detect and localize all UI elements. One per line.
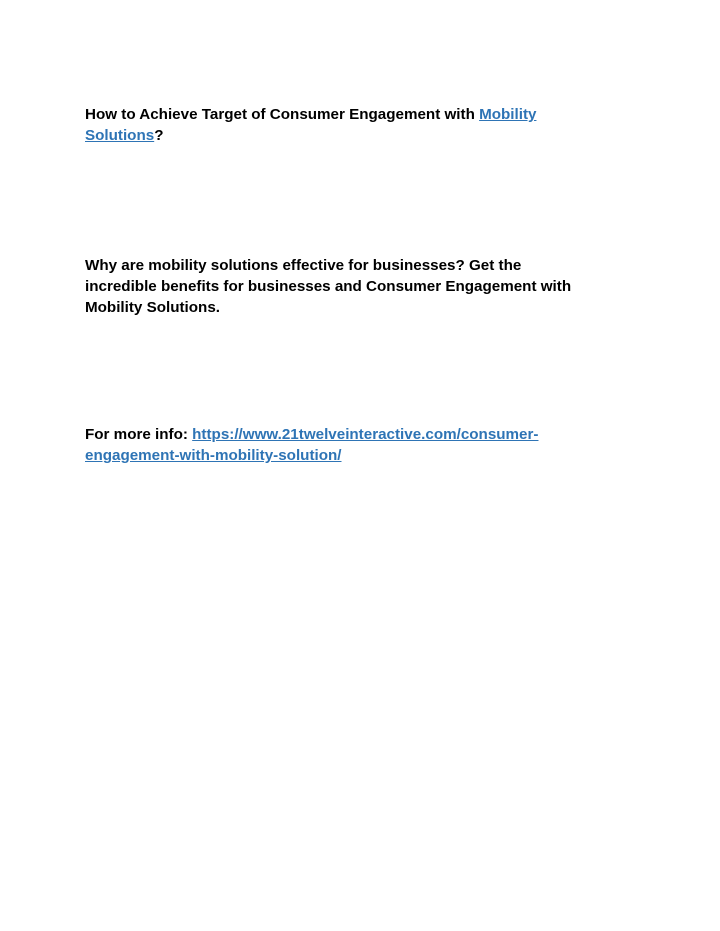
more-info-url-link-part-2[interactable]: engagement-with-mobility-solution/ [85,447,342,464]
more-info-url-link-part-1[interactable]: https://www.21twelveinteractive.com/consumer- [192,426,539,443]
mobility-solutions-link-part-2[interactable]: Solutions [85,127,155,144]
heading-line-2 [85,125,645,146]
heading-question-mark: ? [154,127,164,144]
body-line-2: incredible benefits for businesses and Consumer Engagement with [85,278,572,295]
more-info-line-2 [85,445,645,466]
more-info-line-1 [85,424,645,445]
body-line-1: Why are mobility solutions effective for businesses? Get the [85,257,522,274]
document-heading [85,104,645,146]
body-line-3: Mobility Solutions. [85,299,220,316]
body-paragraph [85,255,645,318]
more-info-paragraph [85,424,645,466]
heading-line-1 [85,104,645,125]
heading-text: How to Achieve Target of Consumer Engagement with [85,106,480,123]
more-info-label: For more info: [85,426,193,443]
mobility-solutions-link-part-1[interactable]: Mobility [479,106,537,123]
